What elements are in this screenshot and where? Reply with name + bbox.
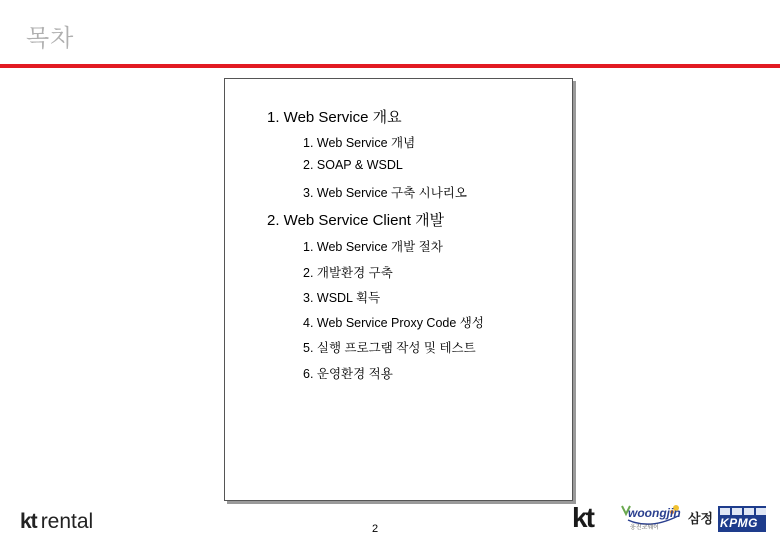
- kt-rental-logo: [20, 508, 93, 536]
- woongjin-logo-subtext: 웅진코웨이: [630, 525, 659, 531]
- samjong-logo: 삼정: [688, 511, 714, 526]
- toc-item-1-1: 1. Web Service 개념: [303, 136, 416, 150]
- kt-rental-logo-kt: kt: [20, 510, 37, 533]
- kt-logo: kt: [572, 502, 593, 533]
- title-divider: [0, 64, 780, 68]
- table-of-contents: [224, 78, 573, 501]
- toc-section-1: 1. Web Service 개요: [267, 109, 402, 126]
- toc-item-2-4: 4. Web Service Proxy Code 생성: [303, 316, 484, 330]
- kpmg-logo: [718, 506, 766, 532]
- slide-title: 목차: [26, 24, 75, 52]
- woongjin-logo: [620, 500, 684, 536]
- toc-item-2-5: 5. 실행 프로그램 작성 및 테스트: [303, 341, 476, 355]
- toc-item-2-6: 6. 운영환경 적용: [303, 367, 393, 381]
- kpmg-logo-text: KPMG: [720, 516, 758, 530]
- partner-logos: [572, 500, 772, 536]
- toc-item-1-2: 2. SOAP & WSDL: [303, 158, 403, 172]
- toc-item-2-3: 3. WSDL 획득: [303, 291, 381, 305]
- toc-item-2-2: 2. 개발환경 구축: [303, 266, 393, 280]
- toc-item-2-1: 1. Web Service 개발 절차: [303, 240, 443, 254]
- toc-section-2: 2. Web Service Client 개발: [267, 212, 445, 229]
- kt-rental-logo-rental: rental: [40, 510, 94, 533]
- page-number: 2: [372, 523, 379, 535]
- toc-item-1-3: 3. Web Service 구축 시나리오: [303, 186, 467, 200]
- woongjin-logo-text: woongjin: [628, 506, 681, 520]
